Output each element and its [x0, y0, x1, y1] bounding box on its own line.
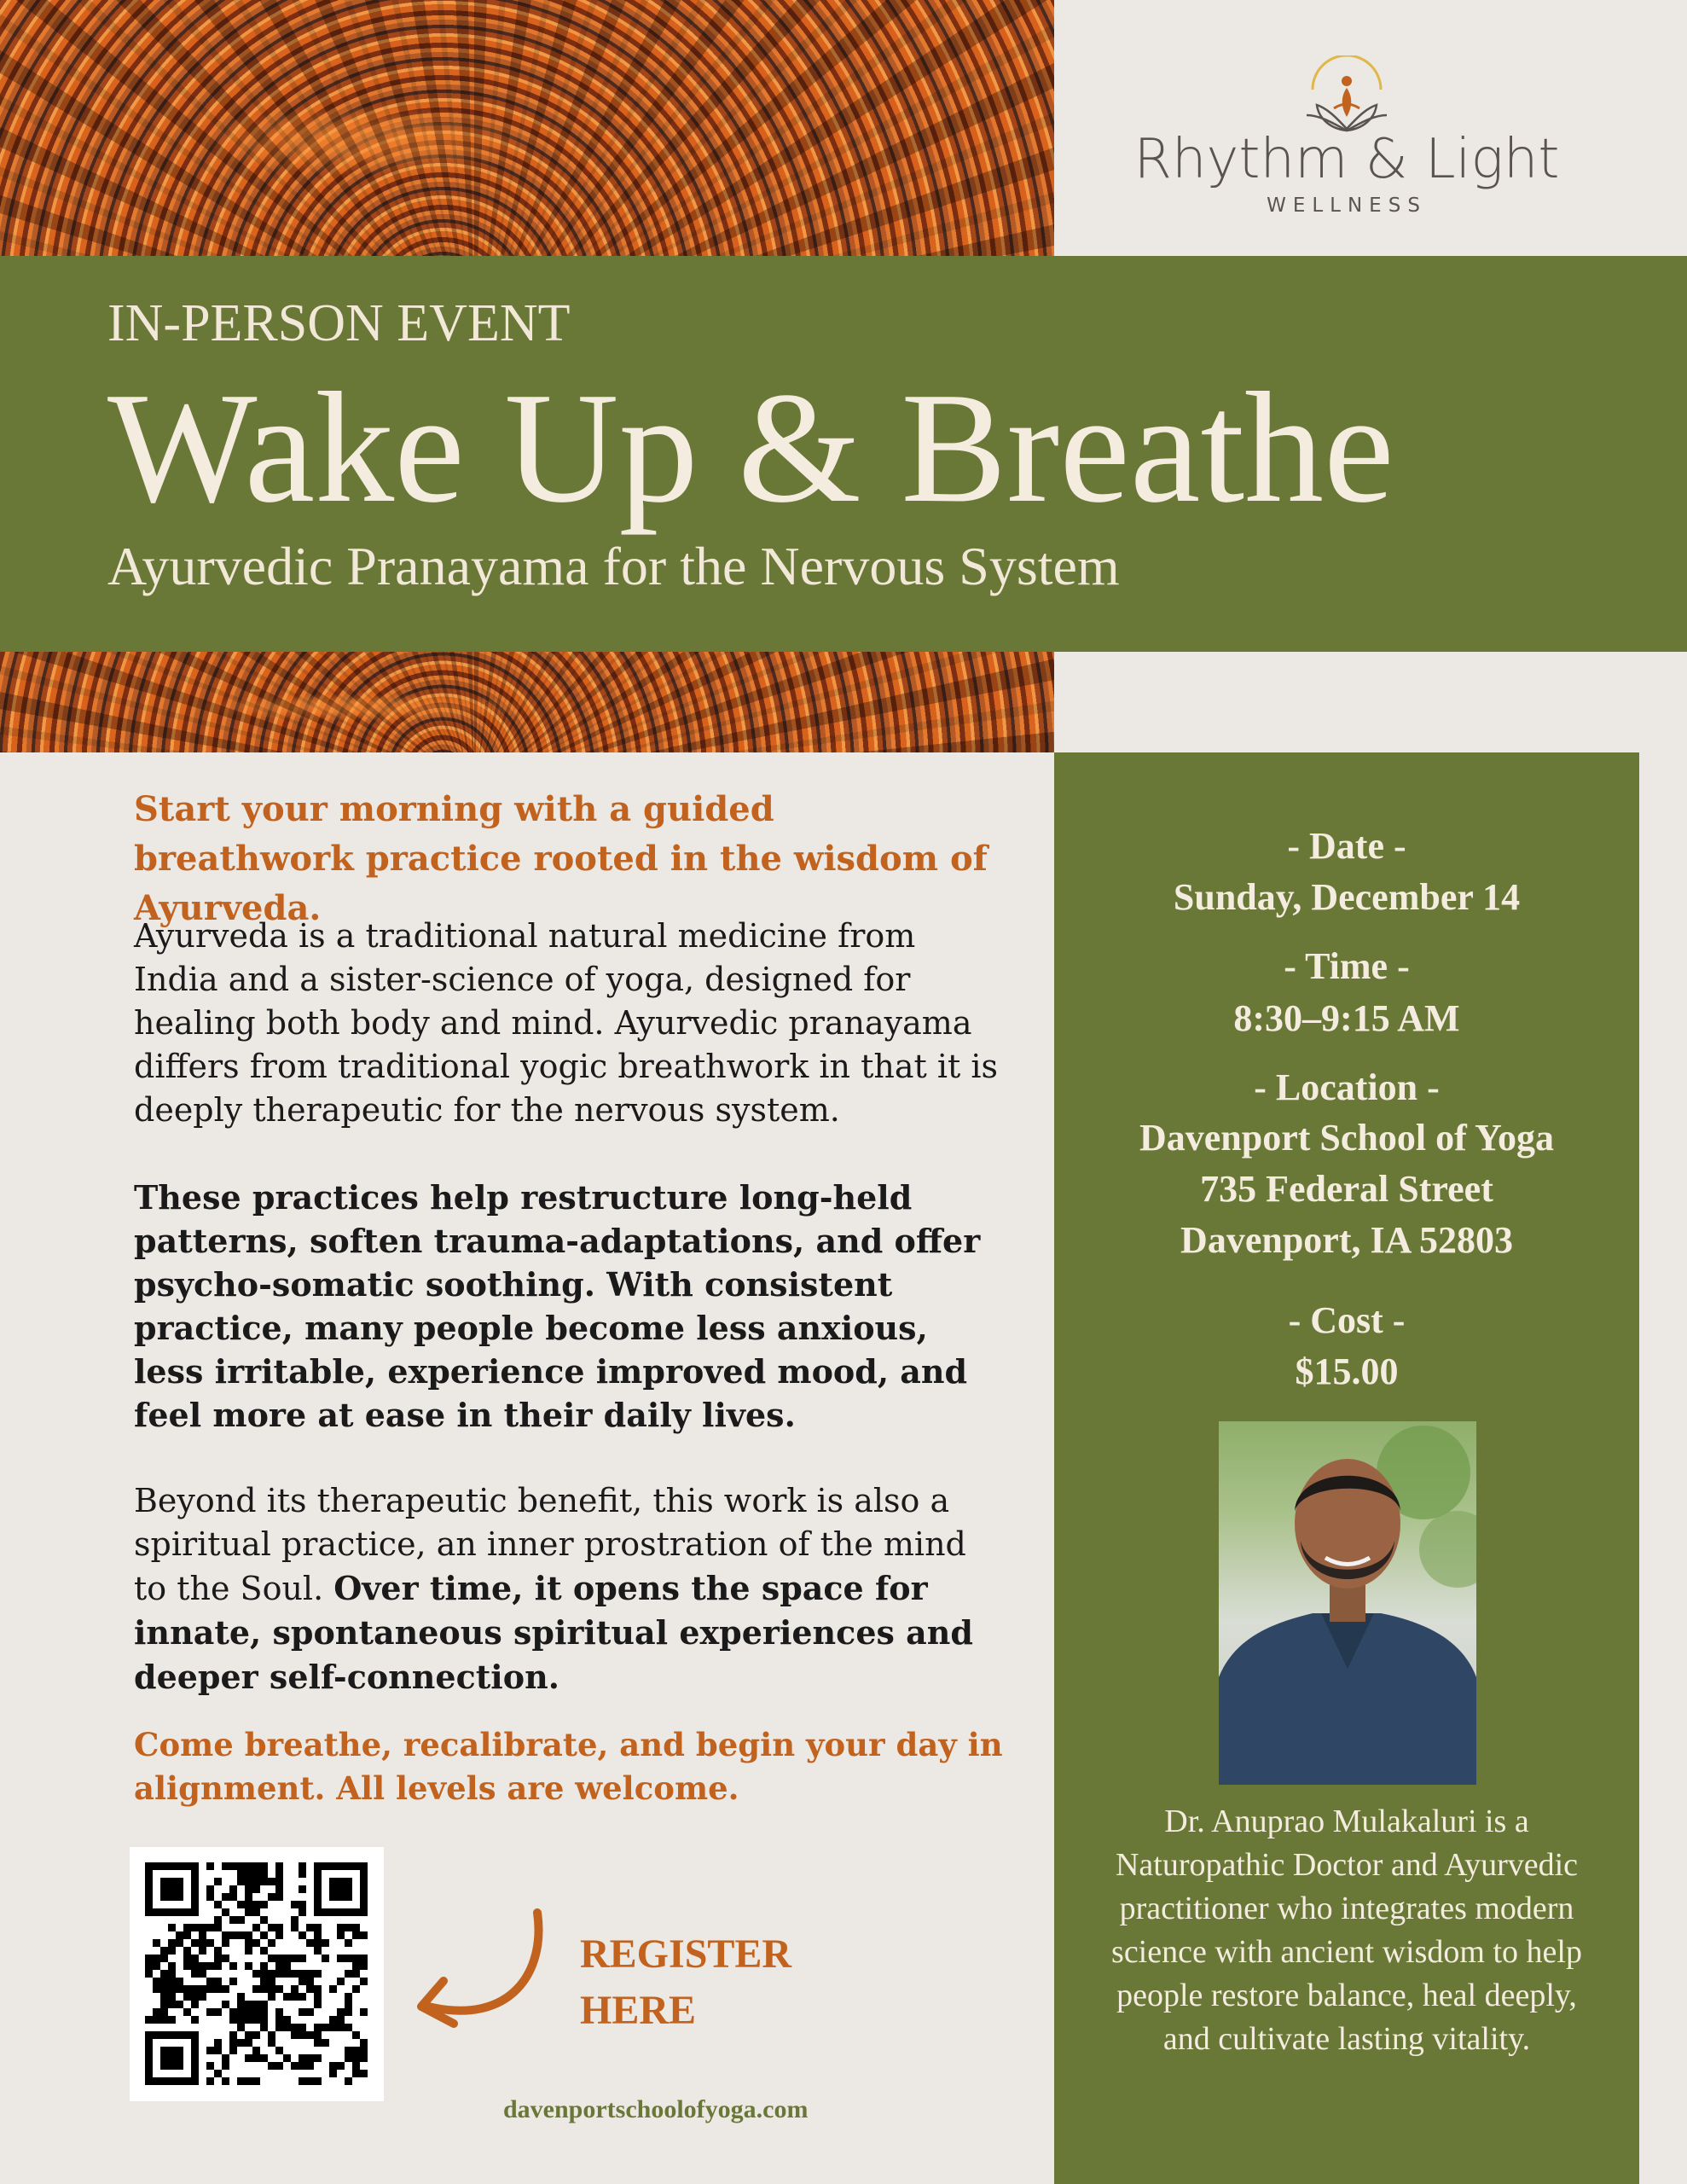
- header-art-top: [0, 0, 1054, 256]
- header-art-bottom: [0, 652, 1054, 752]
- location-label: - Location -: [1254, 1066, 1440, 1108]
- closing-paragraph: Come breathe, recalibrate, and begin your day in alignment. All levels are welcome.: [134, 1726, 1003, 1807]
- brand-subtitle: WELLNESS: [1267, 195, 1427, 217]
- event-details-panel: [1054, 752, 1639, 2184]
- location-line-3: Davenport, IA 52803: [1180, 1219, 1513, 1261]
- instructor-photo: [1219, 1421, 1476, 1785]
- register-here-link[interactable]: [580, 1926, 791, 2039]
- qr-code-pattern: [130, 1847, 384, 2101]
- event-type-label: IN-PERSON EVENT: [107, 294, 571, 352]
- page-title: Wake Up & Breathe: [107, 360, 1394, 536]
- paragraph-spiritual: [134, 1479, 1004, 1699]
- time-value: 8:30–9:15 AM: [1233, 997, 1460, 1039]
- cost-label: - Cost -: [1288, 1299, 1406, 1341]
- location-line-1: Davenport School of Yoga: [1139, 1117, 1555, 1159]
- date-value: Sunday, December 14: [1173, 876, 1521, 918]
- instructor-portrait-image: [1219, 1421, 1476, 1785]
- register-qr-code[interactable]: [130, 1847, 384, 2101]
- website-link[interactable]: davenportschoolofyoga.com: [503, 2095, 809, 2123]
- register-line-1: REGISTER: [580, 1931, 792, 1977]
- date-label: - Date -: [1287, 825, 1406, 867]
- paragraph-benefits: These practices help restructure long-held patterns, soften trauma-adaptations, and offer psycho-somatic soothing. With consistent practice, many people become less anxious, less irritable, experience improved mood, and feel more at ease in their daily lives.: [134, 1178, 981, 1434]
- curved-arrow-icon: [409, 1902, 554, 2048]
- cost-value: $15.00: [1295, 1350, 1399, 1392]
- instructor-bio: Dr. Anuprao Mulakaluri is a Naturopathic Doctor and Ayurvedic practitioner who integrates modern science with ancient wisdom to help people restore balance, heal deeply, and cultivate lasting vitality.: [1111, 1804, 1582, 2057]
- paragraph-spiritual-plain: Beyond its therapeutic benefit, this work is also a spiritual practice, an inner prostration of the mind to the Soul.: [134, 1482, 966, 1607]
- paragraph-spiritual-bold: Over time, it opens the space for innate, spontaneous spiritual experiences and deeper self-connection.: [134, 1569, 973, 1696]
- page-subtitle: Ayurvedic Pranayama for the Nervous System: [107, 536, 1120, 596]
- lead-paragraph: Start your morning with a guided breathwork practice rooted in the wisdom of Ayurveda.: [134, 789, 988, 928]
- paragraph-ayurveda: Ayurveda is a traditional natural medicine from India and a sister-science of yoga, designed for healing both body and mind. Ayurvedic pranayama differs from traditional yogic breathwork in that it is deeply therapeutic for the nervous system.: [134, 917, 999, 1129]
- time-label: - Time -: [1284, 945, 1410, 987]
- brand-name: Rhythm & Light: [1133, 128, 1560, 191]
- brand-logo: [1054, 47, 1639, 235]
- location-line-2: 735 Federal Street: [1200, 1168, 1493, 1210]
- register-line-2: HERE: [580, 1988, 697, 2033]
